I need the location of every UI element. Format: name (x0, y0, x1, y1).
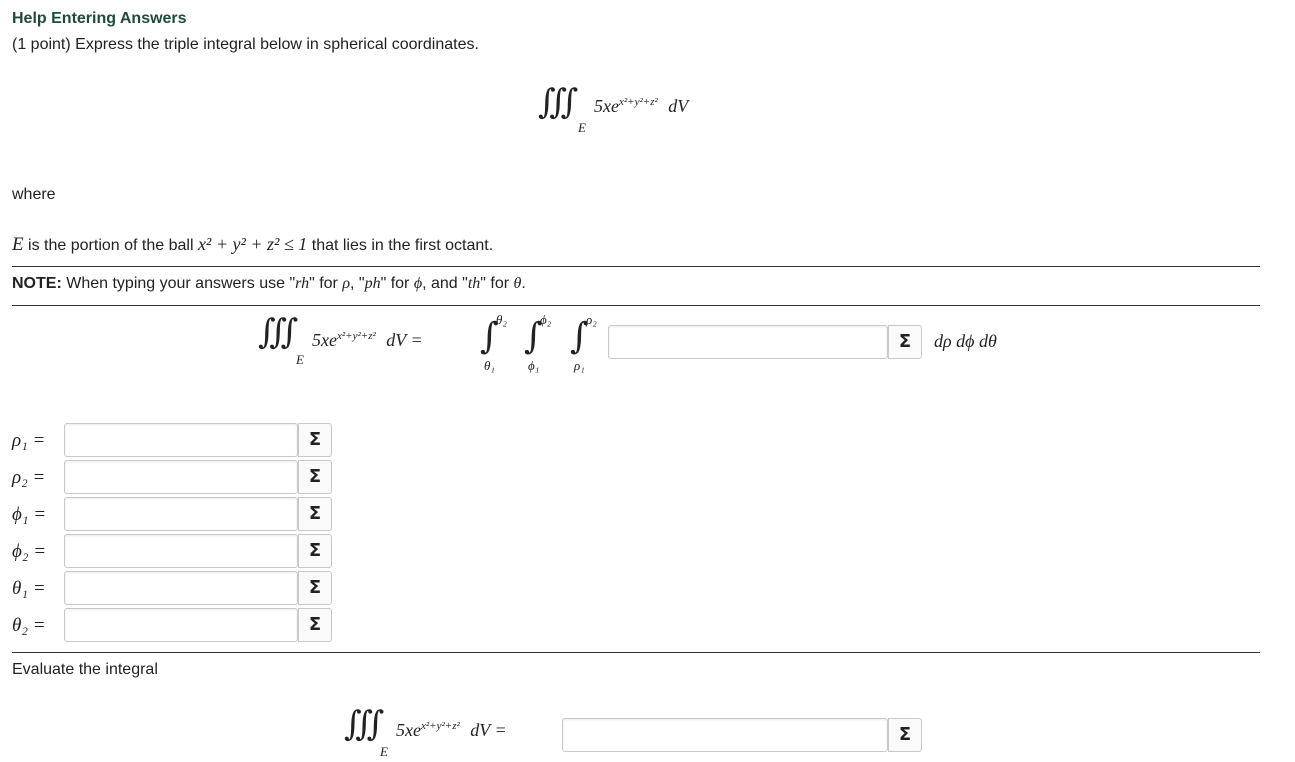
phi1-input[interactable] (64, 497, 298, 531)
region-inequality: x² + y² + z² ≤ 1 (197, 234, 308, 254)
evaluate-label: Evaluate the integral (12, 661, 158, 678)
theta-lower-limit: θ₁ (484, 358, 495, 373)
rho2-label: ρ₂ = (12, 467, 46, 488)
evaluation-equation-editor-button[interactable]: Σ (888, 718, 922, 752)
lhs-integrand: $5xe^{x^2+y^2+z^2}$ dV = (312, 330, 423, 350)
theta2-label: θ₂ = (12, 615, 46, 636)
theta-upper-limit: θ₂ (496, 312, 507, 327)
theta1-equation-editor-button[interactable]: Σ (298, 571, 332, 605)
phi-integral-symbol: ∫ (524, 316, 543, 357)
eval-triple-integral-symbol: ∭ (344, 704, 385, 744)
where-label: where (12, 186, 56, 203)
integrand-answer-input[interactable] (608, 325, 888, 359)
differential: dV (668, 96, 689, 116)
theta2-input[interactable] (64, 608, 298, 642)
region-description (12, 234, 493, 256)
eval-region: E (380, 744, 388, 759)
divider-3 (12, 652, 1260, 653)
theta-integral-symbol: ∫ (480, 316, 499, 357)
rho2-equation-editor-button[interactable]: Σ (298, 460, 332, 494)
help-entering-answers-link[interactable]: Help Entering Answers (12, 10, 187, 27)
evaluation-equation (344, 704, 564, 762)
theta1-label: θ₁ = (12, 578, 46, 599)
lhs-triple-integral-symbol: ∭ (258, 312, 299, 352)
region-text-after: that lies in the first octant. (307, 237, 494, 254)
rho-upper-limit: ρ₂ (586, 312, 597, 327)
region-text-before: is the portion of the ball (23, 237, 198, 254)
phi1-equation-editor-button[interactable]: Σ (298, 497, 332, 531)
phi2-input[interactable] (64, 534, 298, 568)
theta1-input[interactable] (64, 571, 298, 605)
region-subscript: E (578, 120, 586, 135)
integrand: $5xe^{x^2+y^2+z^2}$ dV (594, 96, 689, 116)
rho-lower-limit: ρ₁ (574, 358, 585, 373)
phi2-label: ϕ₂ = (12, 541, 47, 562)
note-text: NOTE: When typing your answers use "rh" for ρ, "ph" for ϕ, and "th" for θ. (12, 275, 526, 292)
rho2-input[interactable] (64, 460, 298, 494)
rho1-label: ρ₁ = (12, 430, 46, 451)
integrand-exponent: x²+y²+z² (618, 96, 658, 108)
problem-prompt: (1 point) Express the triple integral below in spherical coordinates. (12, 36, 479, 53)
divider-2 (12, 305, 1260, 306)
triple-integral-symbol: ∭ (538, 82, 579, 122)
evaluation-answer-input[interactable] (562, 718, 888, 752)
phi-upper-limit: ϕ₂ (540, 312, 552, 327)
phi2-equation-editor-button[interactable]: Σ (298, 534, 332, 568)
note-label: NOTE: (12, 275, 62, 292)
eval-integrand: $5xe^{x^2+y^2+z^2}$ dV = (396, 720, 507, 740)
phi1-label: ϕ₁ = (12, 504, 47, 525)
differentials: dρ dϕ dθ (934, 331, 997, 351)
rho1-input[interactable] (64, 423, 298, 457)
theta2-equation-editor-button[interactable]: Σ (298, 608, 332, 642)
integrand-equation-editor-button[interactable]: Σ (888, 325, 922, 359)
phi-lower-limit: ϕ₁ (528, 358, 540, 373)
rho1-equation-editor-button[interactable]: Σ (298, 423, 332, 457)
display-integral (538, 82, 738, 142)
divider-1 (12, 266, 1260, 267)
region-var: E (12, 234, 24, 255)
lhs-region: E (296, 352, 304, 367)
rho-integral-symbol: ∫ (570, 316, 589, 357)
